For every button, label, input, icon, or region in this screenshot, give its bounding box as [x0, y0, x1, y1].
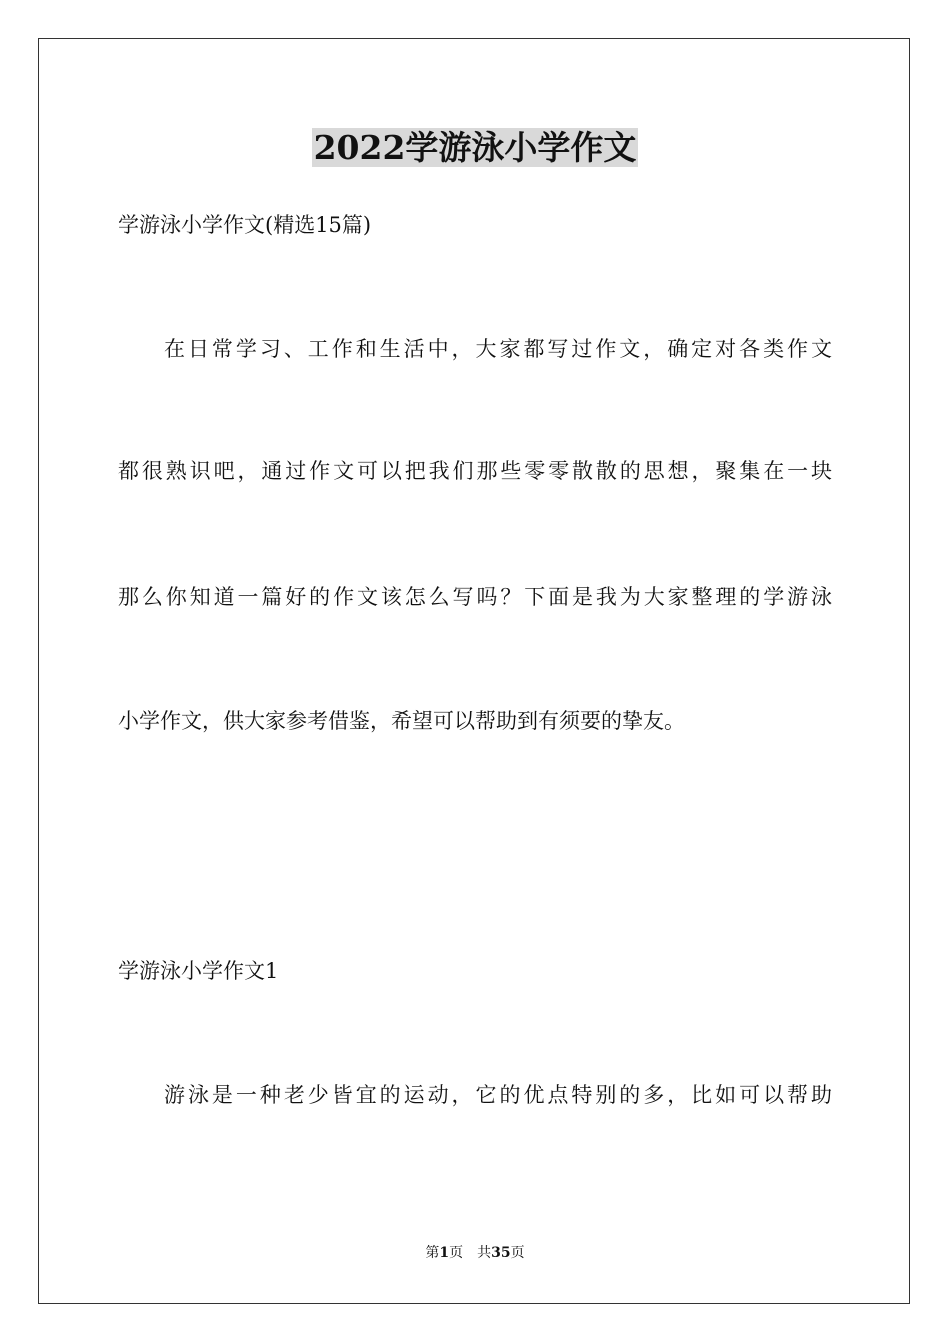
- section-paragraph-line-1: 游泳是一种老少皆宜的运动，它的优点特别的多，比如可以帮助: [164, 1083, 832, 1107]
- section-heading: 学游泳小学作文1: [118, 959, 279, 983]
- intro-line-1: 在日常学习、工作和生活中，大家都写过作文，确定对各类作文: [164, 337, 832, 361]
- footer-page-number: 1: [439, 1245, 450, 1261]
- intro-line-4: 小学作文，供大家参考借鉴，希望可以帮助到有须要的挚友。: [118, 709, 685, 733]
- document-subtitle: 学游泳小学作文(精选15篇): [118, 213, 372, 237]
- intro-line-3: 那么你知道一篇好的作文该怎么写吗？下面是我为大家整理的学游泳: [118, 585, 832, 609]
- footer-total-pages: 35: [491, 1245, 511, 1261]
- footer-total-prefix: 共: [477, 1245, 492, 1261]
- page-footer: [0, 1243, 950, 1263]
- footer-page-prefix: 第: [425, 1245, 440, 1261]
- footer-page-suffix: 页: [449, 1245, 464, 1261]
- footer-total-suffix: 页: [510, 1245, 525, 1261]
- document-title: [0, 126, 950, 170]
- document-title-text: 2022学游泳小学作文: [313, 128, 637, 167]
- intro-line-2: 都很熟识吧，通过作文可以把我们那些零零散散的思想，聚集在一块: [118, 459, 832, 483]
